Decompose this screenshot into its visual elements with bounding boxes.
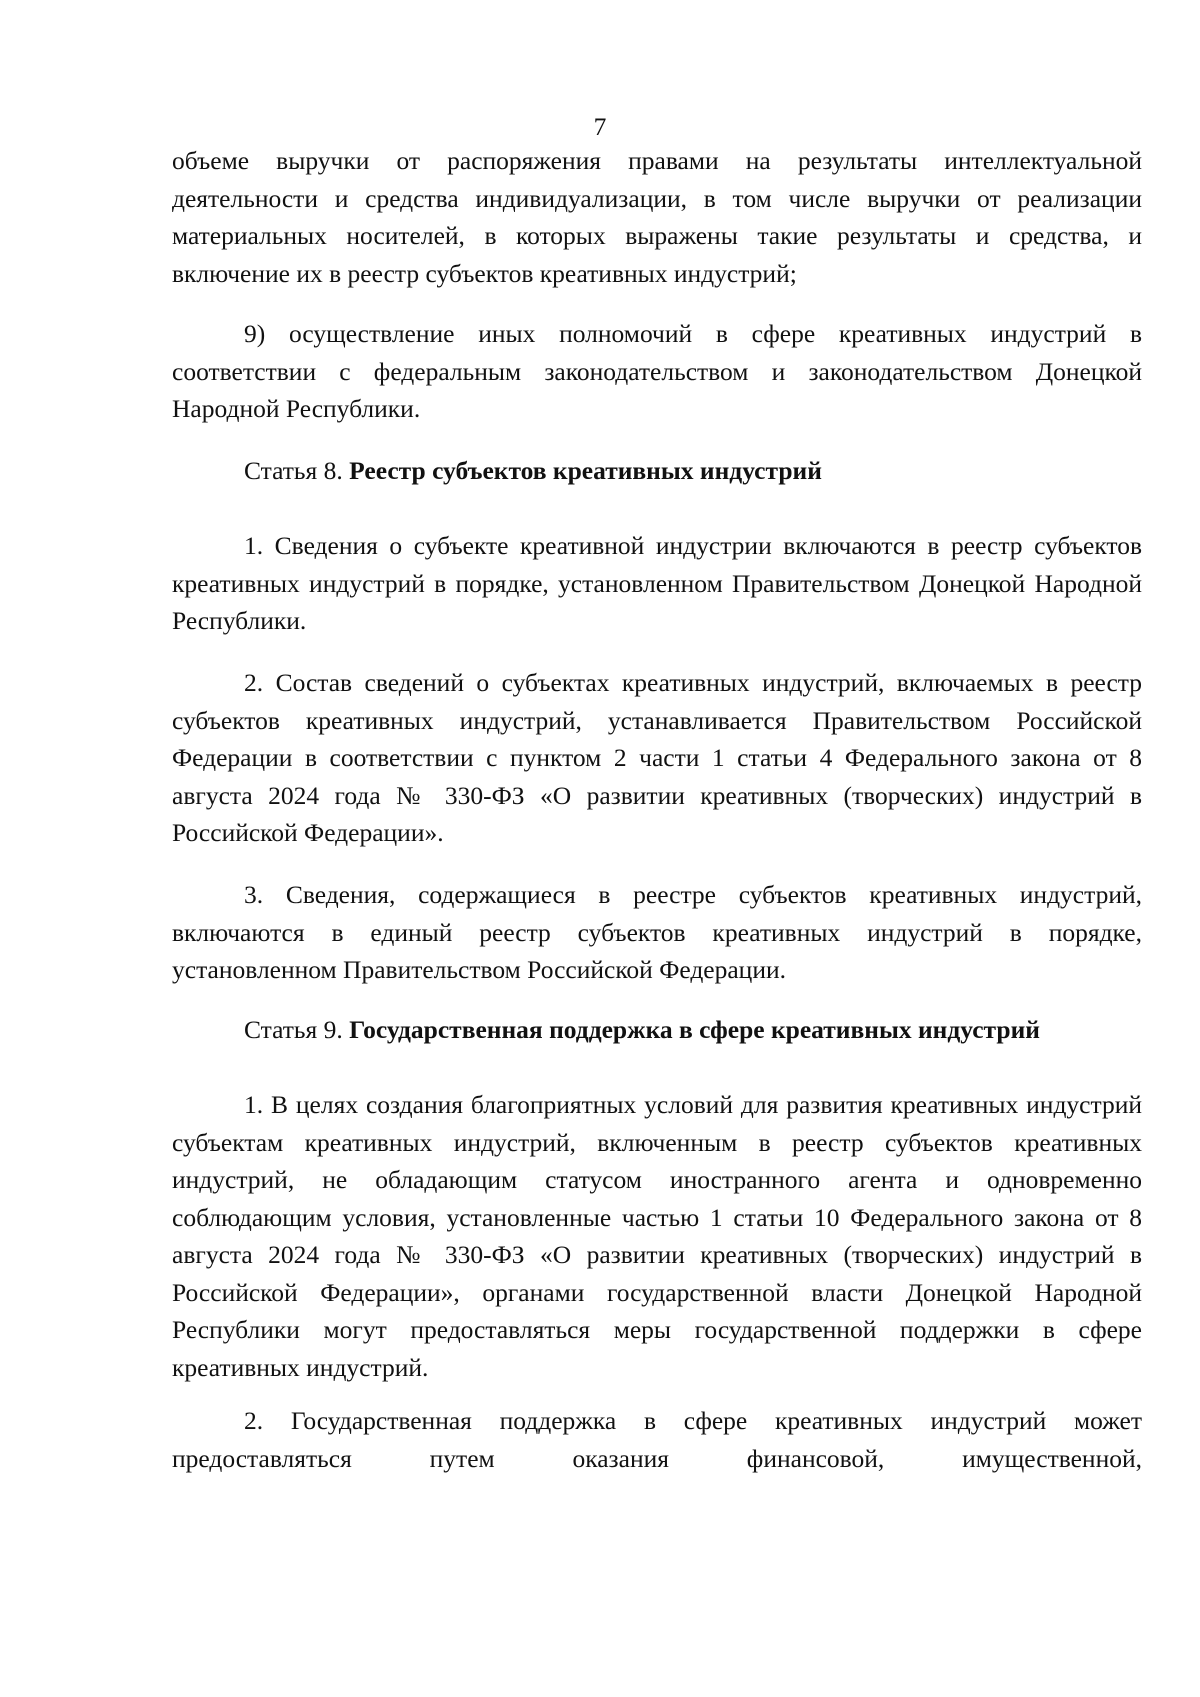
paragraph-continuation: объеме выручки от распоряжения правами на результаты интеллектуальной деятельности и средства индивидуализации, в том числе выручки от реализации материальных носителей, в которых выражены такие результаты и средства, и включение их в реестр субъектов креативных индустрий; — [172, 146, 1142, 288]
article-9-paragraph-1: 1. В целях создания благоприятных условий для развития креативных индустрий субъектам креативных индустрий, включенным в реестр субъектов креативных индустрий, не обладающим статусом иностранного агента и одновременно соблюдающим условия, установленные частью 1 статьи 10 Федерального закона от 8 августа 2024 года № 330-ФЗ «О развитии креативных (творческих) индустрий в Российской Федерации», органами государственной власти Донецкой Народной Республики могут предоставляться меры государственной поддержки в сфере креативных индустрий. — [172, 1090, 1142, 1382]
article-8-paragraph-3: 3. Сведения, содержащиеся в реестре субъектов креативных индустрий, включаются в единый реестр субъектов креативных индустрий в порядке, установленном Правительством Российской Федерации. — [172, 880, 1142, 984]
paragraph-item-9: 9) осуществление иных полномочий в сфере креативных индустрий в соответствии с федеральным законодательством и законодательством Донецкой Народной Республики. — [172, 319, 1142, 423]
article-9-prefix: Статья 9. — [244, 1015, 350, 1044]
article-8-title: Реестр субъектов креативных индустрий — [349, 456, 822, 485]
article-9-heading — [244, 1011, 1144, 1049]
article-8-prefix: Статья 8. — [244, 456, 350, 485]
article-8-paragraph-1: 1. Сведения о субъекте креативной индустрии включаются в реестр субъектов креативных индустрий в порядке, установленном Правительством Донецкой Народной Республики. — [172, 531, 1142, 635]
article-9-title: Государственная поддержка в сфере креативных индустрий — [349, 1015, 1040, 1044]
article-9-paragraph-2: 2. Государственная поддержка в сфере креативных индустрий может предоставляться путем оказания финансовой, имущественной, — [172, 1406, 1142, 1473]
page-number: 7 — [593, 112, 607, 141]
article-8-heading — [244, 452, 1144, 490]
article-8-paragraph-2: 2. Состав сведений о субъектах креативных индустрий, включаемых в реестр субъектов креативных индустрий, устанавливается Правительством Российской Федерации в соответствии с пунктом 2 части 1 статьи 4 Федерального закона от 8 августа 2024 года № 330-ФЗ «О развитии креативных (творческих) индустрий в Российской Федерации». — [172, 668, 1142, 847]
